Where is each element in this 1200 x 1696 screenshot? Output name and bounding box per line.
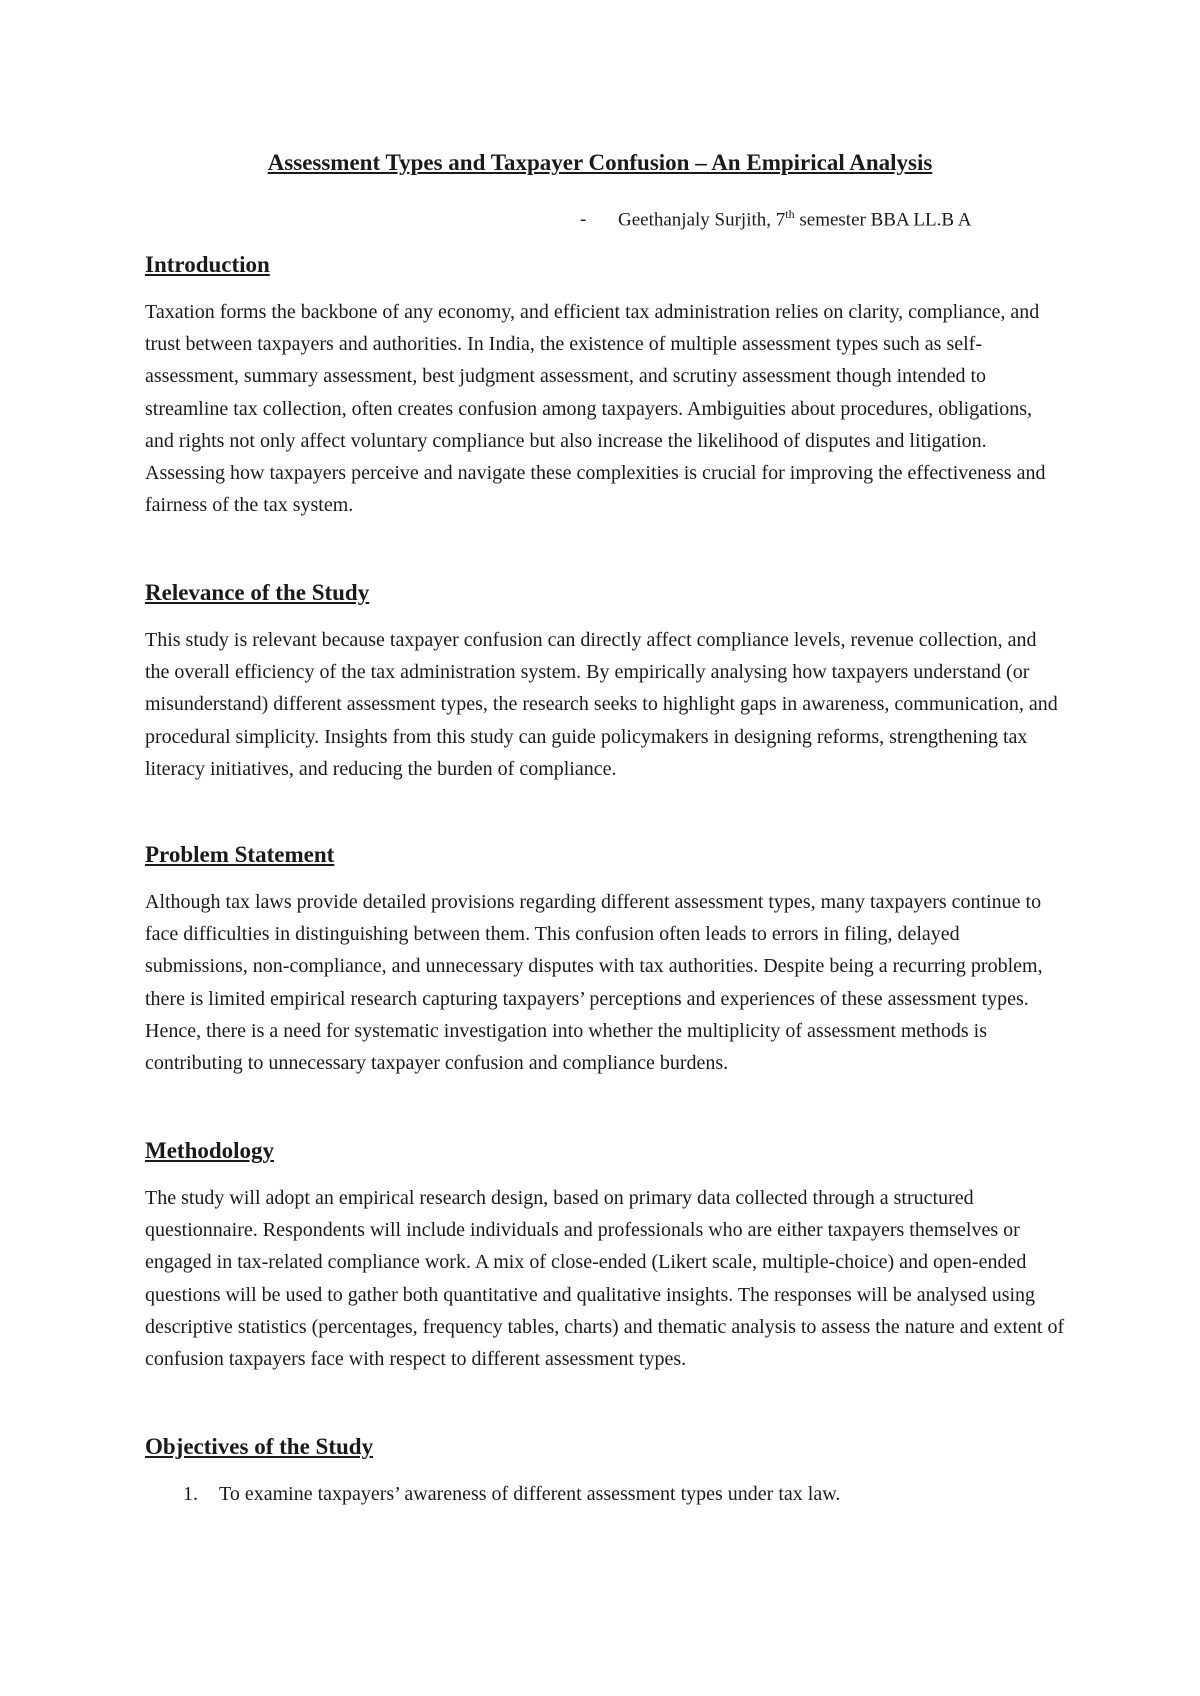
problem-body: Although tax laws provide detailed provisions regarding different assessment types, many taxpayers continue to face difficulties in distinguishing between them. This confusion often leads to errors in filing, delayed submissions, non-compliance, and unnecessary disputes with tax authorities. Despite being a recurring problem, there is limited empirical research capturing taxpayers’ perceptions and experiences of these assessment types. Hence, there is a need for systematic investigation into whether the multiplicity of assessment methods is contributing to unnecessary taxpayer confusion and compliance burdens. [145, 891, 1043, 1075]
byline-program: semester BBA LL.B A [794, 209, 972, 231]
methodology-heading: Methodology [145, 1138, 275, 1163]
section-methodology [145, 1136, 1065, 1375]
introduction-body: Taxation forms the backbone of any economy, and efficient tax administration relies on clarity, compliance, and trust between taxpayers and authorities. In India, the existence of multiple assessment types such as self-assessment, summary assessment, best judgment assessment, and scrutiny assessment though intended to streamline tax collection, often creates confusion among taxpayers. Ambiguities about procedures, obligations, and rights not only affect voluntary compliance but also increase the likelihood of disputes and litigation. Assessing how taxpayers perceive and navigate these complexities is crucial for improving the effectiveness and fairness of the tax system. [145, 301, 1046, 517]
methodology-body: The study will adopt an empirical research design, based on primary data collected through a structured questionnaire. Respondents will include individuals and professionals who are either taxpayers themselves or engaged in tax-related compliance work. A mix of close-ended (Likert scale, multiple-choice) and open-ended questions will be used to gather both quantitative and qualitative insights. The responses will be analysed using descriptive statistics (percentages, frequency tables, charts) and thematic analysis to assess the nature and extent of confusion taxpayers face with respect to different assessment types. [145, 1187, 1065, 1371]
section-problem-statement [145, 840, 1065, 1079]
relevance-body: This study is relevant because taxpayer confusion can directly affect compliance levels, revenue collection, and the overall efficiency of the tax administration system. By empirically analysing how taxpayers understand (or misunderstand) different assessment types, the research seeks to highlight gaps in awareness, communication, and procedural simplicity. Insights from this study can guide policymakers in designing reforms, strengthening tax literacy initiatives, and reducing the burden of compliance. [145, 629, 1058, 780]
objectives-list [145, 1478, 1065, 1510]
byline-superscript: th [785, 207, 795, 221]
list-item [145, 1478, 1065, 1510]
byline-author: Geethanjaly Surjith, 7 [618, 209, 786, 231]
objectives-heading: Objectives of the Study [145, 1434, 374, 1459]
relevance-heading: Relevance of the Study [145, 580, 370, 605]
author-byline [580, 200, 971, 234]
section-introduction [145, 250, 1065, 521]
introduction-heading: Introduction [145, 252, 270, 277]
section-objectives [145, 1432, 1065, 1510]
list-item-text: To examine taxpayers’ awareness of different assessment types under tax law. [219, 1483, 841, 1505]
document-title: Assessment Types and Taxpayer Confusion – An Empirical Analysis [267, 150, 933, 175]
section-relevance [145, 578, 1065, 785]
list-item-number: 1. [183, 1483, 198, 1505]
byline-dash: - [580, 209, 587, 231]
problem-heading: Problem Statement [145, 842, 335, 867]
